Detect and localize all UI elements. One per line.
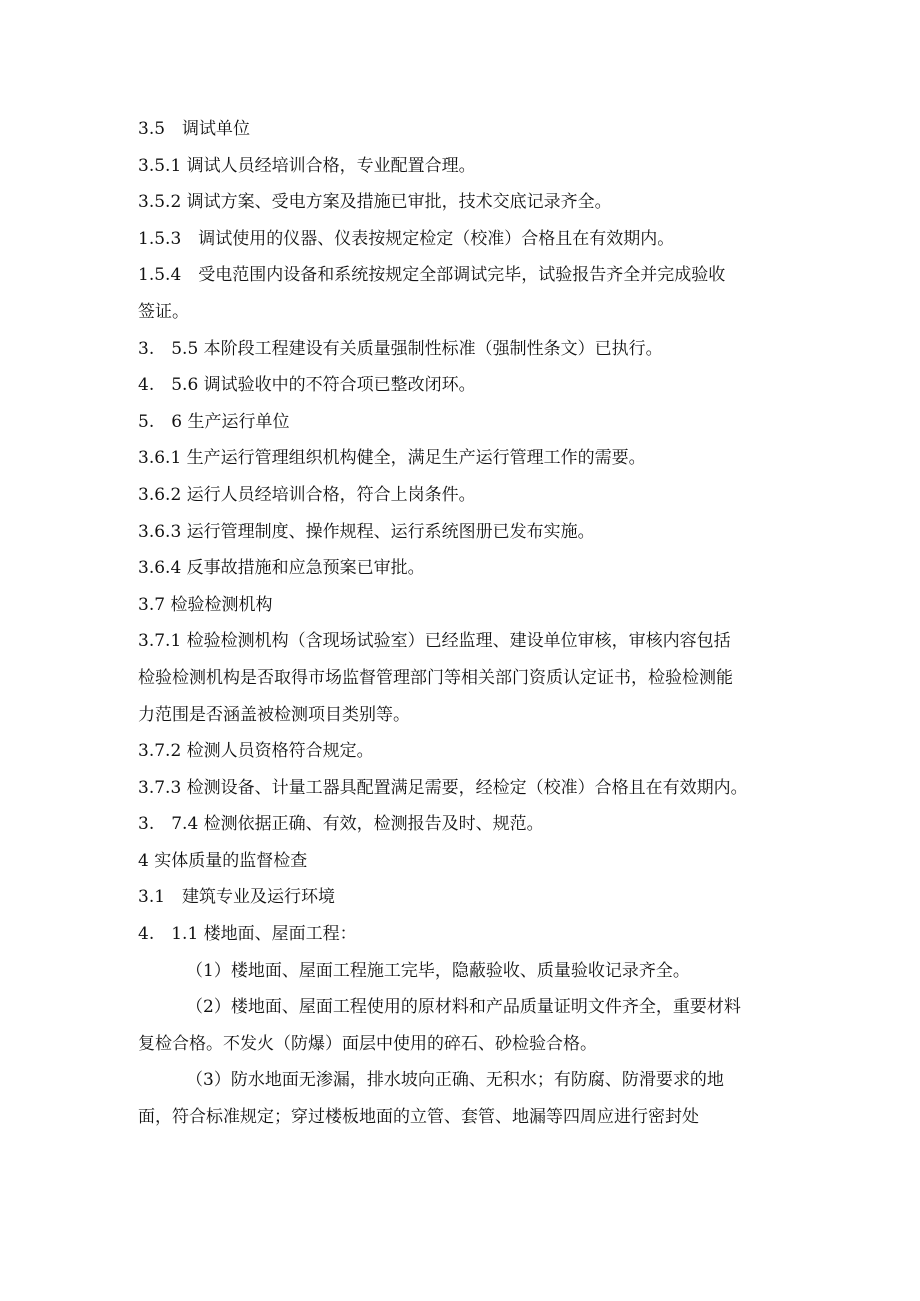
paragraph-1-5-4: 1.5.4 受电范围内设备和系统按规定全部调试完毕，试验报告齐全并完成验收	[138, 265, 726, 286]
chapter-heading-4: 4 实体质量的监督检查	[138, 850, 308, 871]
section-heading-3-1: 3.1 建筑专业及运行环境	[138, 887, 336, 908]
paragraph-3-7-2: 3.7.2 检测人员资格符合规定。	[138, 741, 374, 762]
document-body	[138, 111, 798, 1136]
paragraph-1-5-4-cont: 签证。	[138, 301, 189, 322]
paragraph-3-5-2: 3.5.2 调试方案、受电方案及措施已审批，技术交底记录齐全。	[138, 192, 612, 213]
paragraph-3-6-3: 3.6.3 运行管理制度、操作规程、运行系统图册已发布实施。	[138, 521, 595, 542]
list-item-3: （3）防水地面无渗漏，排水坡向正确、无积水；有防腐、防滑要求的地	[186, 1070, 724, 1091]
list-item-3-cont: 面，符合标准规定；穿过楼板地面的立管、套管、地漏等四周应进行密封处	[138, 1107, 699, 1128]
paragraph-4-5-6: 4. 5.6 调试验收中的不符合项已整改闭环。	[138, 375, 476, 396]
paragraph-3-7-4: 3. 7.4 检测依据正确、有效，检测报告及时、规范。	[138, 814, 544, 835]
paragraph-3-7-1-cont-2: 力范围是否涵盖被检测项目类别等。	[138, 704, 410, 725]
section-heading-5-6: 5. 6 生产运行单位	[138, 411, 290, 432]
list-item-1: （1）楼地面、屋面工程施工完毕，隐蔽验收、质量验收记录齐全。	[186, 960, 690, 981]
paragraph-3-5-5: 3. 5.5 本阶段工程建设有关质量强制性标准（强制性条文）已执行。	[138, 338, 663, 359]
paragraph-1-5-3: 1.5.3 调试使用的仪器、仪表按规定检定（校准）合格且在有效期内。	[138, 228, 675, 249]
paragraph-3-6-2: 3.6.2 运行人员经培训合格，符合上岗条件。	[138, 484, 476, 505]
list-item-2: （2）楼地面、屋面工程使用的原材料和产品质量证明文件齐全，重要材料	[186, 997, 741, 1018]
paragraph-3-7-1-cont-1: 检验检测机构是否取得市场监督管理部门等相关部门资质认定证书，检验检测能	[138, 667, 733, 688]
section-heading-3-7: 3.7 检验检测机构	[138, 594, 273, 615]
section-heading-3-5: 3.5 调试单位	[138, 119, 251, 139]
list-item-2-cont: 复检合格。不发火（防爆）面层中使用的碎石、砂检验合格。	[138, 1033, 597, 1054]
paragraph-3-7-1: 3.7.1 检验检测机构（含现场试验室）已经监理、建设单位审核，审核内容包括	[138, 631, 731, 652]
paragraph-3-6-4: 3.6.4 反事故措施和应急预案已审批。	[138, 558, 425, 579]
subsection-heading-4-1-1: 4. 1.1 楼地面、屋面工程：	[138, 924, 357, 945]
paragraph-3-6-1: 3.6.1 生产运行管理组织机构健全，满足生产运行管理工作的需要。	[138, 448, 646, 469]
paragraph-3-7-3: 3.7.3 检测设备、计量工器具配置满足需要，经检定（校准）合格且在有效期内。	[138, 777, 748, 798]
paragraph-3-5-1: 3.5.1 调试人员经培训合格，专业配置合理。	[138, 155, 476, 176]
